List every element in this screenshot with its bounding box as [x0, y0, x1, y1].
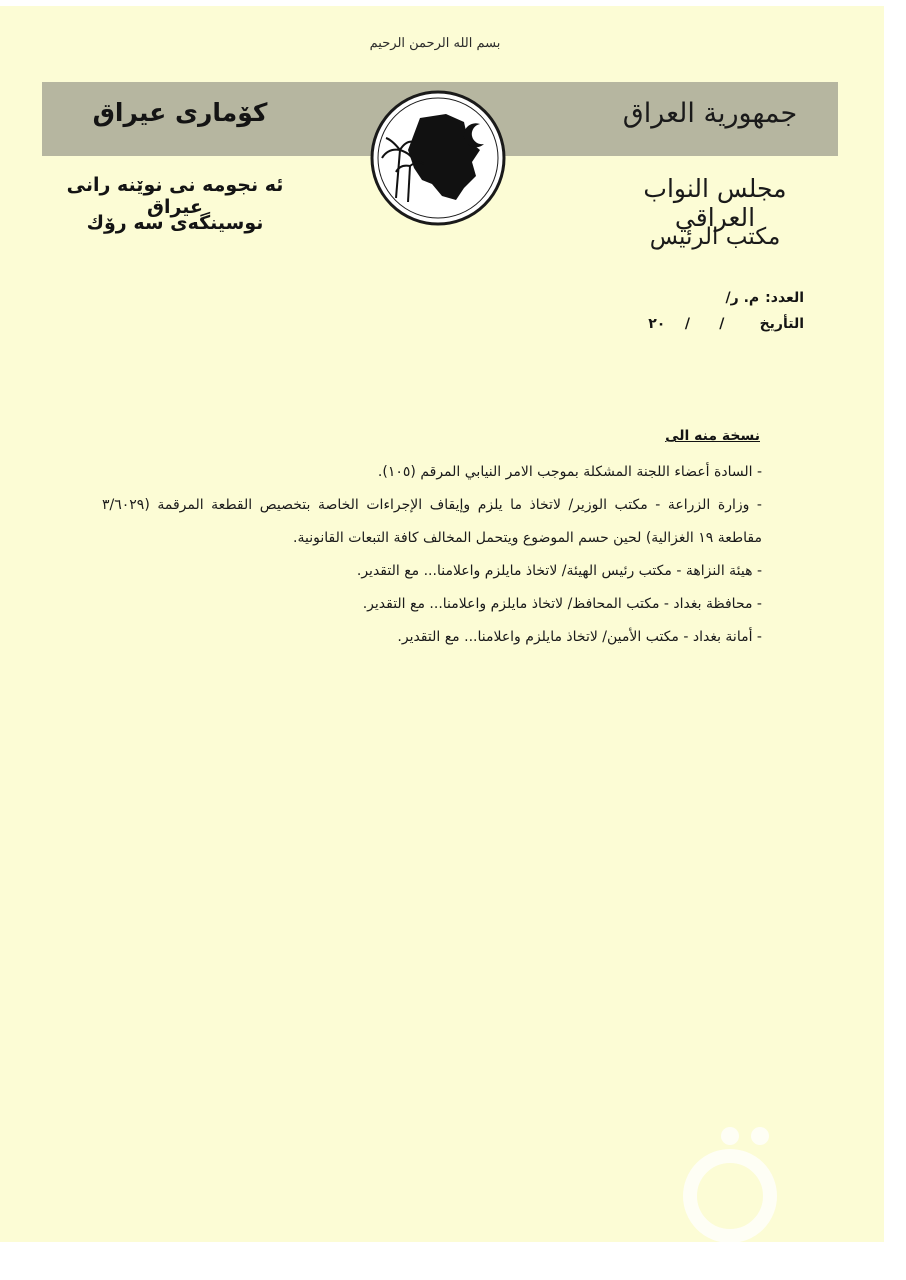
kurdish-office-name: نوسينگه‌ى سه رۆك — [86, 212, 264, 234]
reference-date — [648, 316, 804, 332]
arabic-republic-title: جمهورية العراق — [622, 98, 798, 129]
reference-date-value: / / ٢٠ — [648, 316, 754, 332]
recipient-item: - أمانة بغداد - مكتب الأمين/ لاتخاذ مايلزم واعلامنا... مع التقدير. — [397, 629, 762, 645]
letter-page — [0, 6, 884, 1242]
arabic-office-name: مكتب الرئيس — [649, 224, 781, 250]
parliament-seal-icon — [368, 88, 508, 228]
recipient-item: - محافظة بغداد - مكتب المحافظ/ لاتخاذ مايلزم واعلامنا... مع التقدير. — [362, 596, 762, 612]
reference-date-label: التأريخ — [759, 316, 804, 332]
basmala: بسم الله الرحمن الرحيم — [369, 36, 501, 51]
reference-number-value: م. ر/ — [725, 290, 760, 306]
kurdish-council-name: ئه نجومه نى نوێنه رانى عيراق — [66, 174, 284, 218]
recipient-item: - هيئة النزاهة - مكتب رئيس الهيئة/ لاتخاذ مايلزم واعلامنا... مع التقدير. — [356, 563, 762, 579]
arabic-council-name: مجلس النواب العراقي — [643, 174, 787, 232]
recipient-list — [102, 456, 762, 654]
recipient-item: - السادة أعضاء اللجنة المشكلة بموجب الامر النيابي المرقم (١٠٥). — [377, 464, 762, 480]
recipient-item: - وزارة الزراعة - مكتب الوزير/ لاتخاذ ما يلزم وإيقاف الإجراءات الخاصة بتخصيص القطعة المرقمة (٣/٦٠٢٩ مقاطعة ١٩ الغزالية) لحين حسم الموضوع ويتحمل المخالف كافة التبعات القانونية. — [102, 497, 762, 546]
watermark-logo-icon — [668, 1116, 798, 1242]
copy-to-heading: نسخة منه الى — [665, 428, 760, 444]
reference-number — [726, 290, 804, 306]
reference-number-label: العدد: — [765, 290, 804, 306]
kurdish-republic-title: كۆمارى عيراق — [92, 98, 268, 127]
